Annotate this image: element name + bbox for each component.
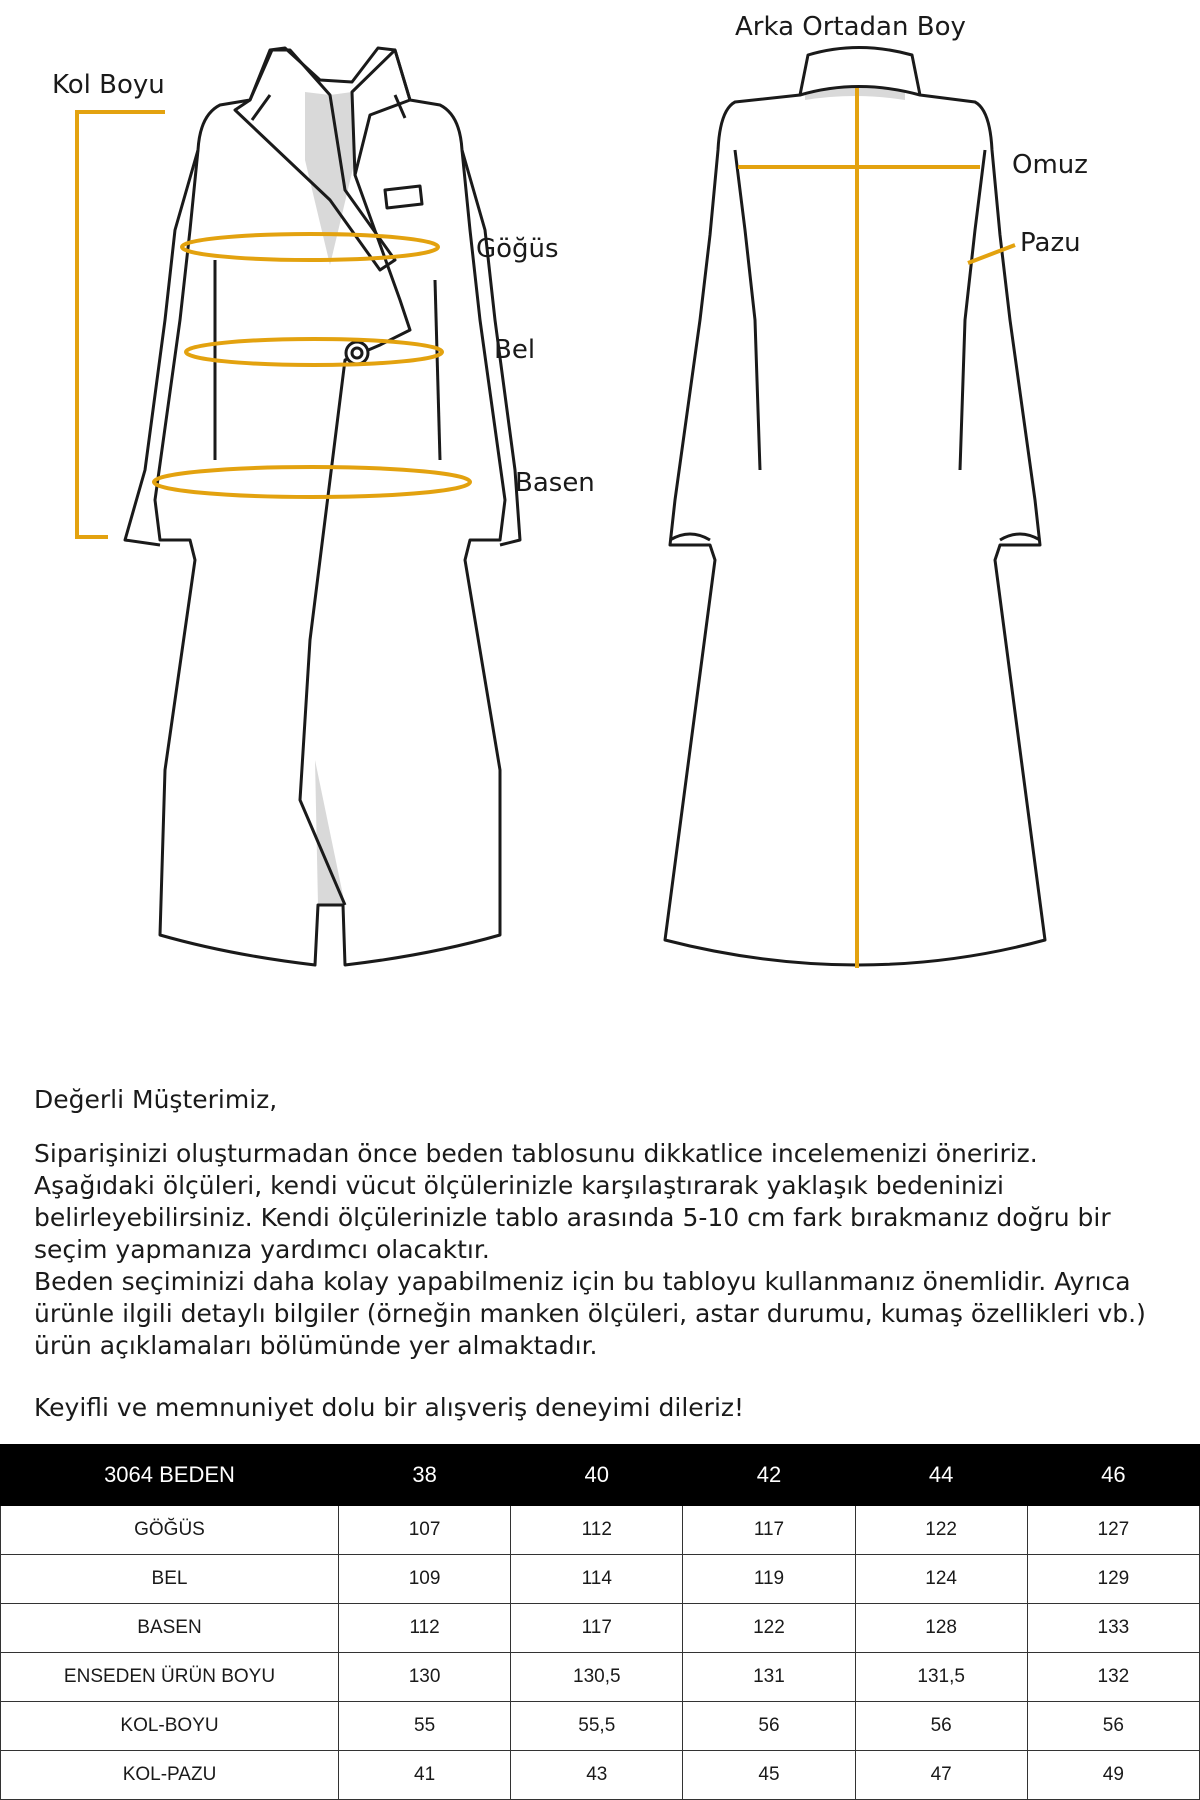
table-cell: 56 [1027,1702,1199,1751]
waist-ellipse [186,339,442,365]
sleeve-length-label: Kol Boyu [52,70,165,100]
table-row [1,1555,1200,1604]
table-cell: 49 [1027,1751,1199,1800]
table-cell: 131,5 [855,1653,1027,1702]
table-cell: 124 [855,1555,1027,1604]
chest-ellipse [182,234,438,260]
table-row [1,1653,1200,1702]
front-button [346,342,368,364]
table-cell: 132 [1027,1653,1199,1702]
table-row [1,1604,1200,1653]
table-cell: 133 [1027,1604,1199,1653]
back-cuff-right [1000,534,1040,540]
greeting: Değerli Müşterimiz, [34,1085,278,1114]
table-cell: 114 [511,1555,683,1604]
back-sleeve-seam-left [735,150,760,470]
table-cell: 131 [683,1653,855,1702]
table-cell: 130 [339,1653,511,1702]
front-side-seam-right [435,280,440,460]
paragraph-2: Beden seçiminizi daha kolay yapabilmeniz için bu tabloyu kullanmanız önemlidir. Ayrıca ürünle ilgili detaylı bilgiler (örneğin manken ölçüleri, astar durumu, kumaş özellikleri vb.) ürün açıklamaları bölümünde yer almaktadır. [34,1267,1146,1360]
table-cell: 129 [1027,1555,1199,1604]
table-row [1,1702,1200,1751]
closing-line: Keyifli ve memnuniyet dolu bir alışveriş deneyimi dileriz! [34,1393,745,1422]
hip-ellipse [154,467,470,497]
waist-label: Bel [494,335,536,365]
front-lining-hem [315,760,345,905]
back-length-label: Arka Ortadan Boy [735,12,966,42]
table-header-row [1,1445,1200,1506]
table-cell: 109 [339,1555,511,1604]
size-chart-table [0,1444,1200,1800]
table-cell: 56 [683,1702,855,1751]
table-cell: 122 [683,1604,855,1653]
front-lining-collar [305,92,355,265]
table-cell: 117 [511,1604,683,1653]
table-cell: 55 [339,1702,511,1751]
header-size-46: 46 [1027,1445,1199,1506]
row-label: ENSEDEN ÜRÜN BOYU [1,1653,339,1702]
front-coat [125,48,1045,966]
breast-pocket [385,186,422,208]
table-cell: 107 [339,1506,511,1555]
paragraph-1: Siparişinizi oluşturmadan önce beden tablosunu dikkatlice incelemenizi öneririz. Aşağıdaki ölçüleri, kendi vücut ölçülerinizle karşılaştırarak yaklaşık bedeninizi belirleyebilirsiniz. Kendi ölçülerinizle tablo arasında 5-10 cm fark bırakmanız doğru bir seçim yapmanıza yardımcı olacaktır. [34,1139,1111,1264]
table-cell: 45 [683,1751,855,1800]
bicep-label: Pazu [1020,228,1081,258]
table-cell: 117 [683,1506,855,1555]
header-size-38: 38 [339,1445,511,1506]
bicep-line [968,245,1015,263]
table-cell: 119 [683,1555,855,1604]
table-cell: 55,5 [511,1702,683,1751]
table-cell: 47 [855,1751,1027,1800]
table-cell: 43 [511,1751,683,1800]
table-cell: 122 [855,1506,1027,1555]
shoulder-label: Omuz [1012,150,1088,180]
customer-note [34,1084,1164,1424]
table-cell: 112 [511,1506,683,1555]
back-cuff-left [670,534,710,540]
row-label: BEL [1,1555,339,1604]
header-model-size: 3064 BEDEN [1,1445,339,1506]
header-size-44: 44 [855,1445,1027,1506]
table-cell: 112 [339,1604,511,1653]
row-label: BASEN [1,1604,339,1653]
row-label: KOL-BOYU [1,1702,339,1751]
table-cell: 127 [1027,1506,1199,1555]
table-row [1,1506,1200,1555]
table-row [1,1751,1200,1800]
hip-label: Basen [515,468,595,498]
sleeve-length-bracket [77,112,165,537]
table-cell: 56 [855,1702,1027,1751]
table-cell: 41 [339,1751,511,1800]
back-sleeve-seam-right [960,150,985,470]
row-label: GÖĞÜS [1,1506,339,1555]
header-size-40: 40 [511,1445,683,1506]
chest-label: Göğüs [476,234,559,264]
measurement-lines [77,88,1015,968]
row-label: KOL-PAZU [1,1751,339,1800]
table-cell: 130,5 [511,1653,683,1702]
header-size-42: 42 [683,1445,855,1506]
table-cell: 128 [855,1604,1027,1653]
